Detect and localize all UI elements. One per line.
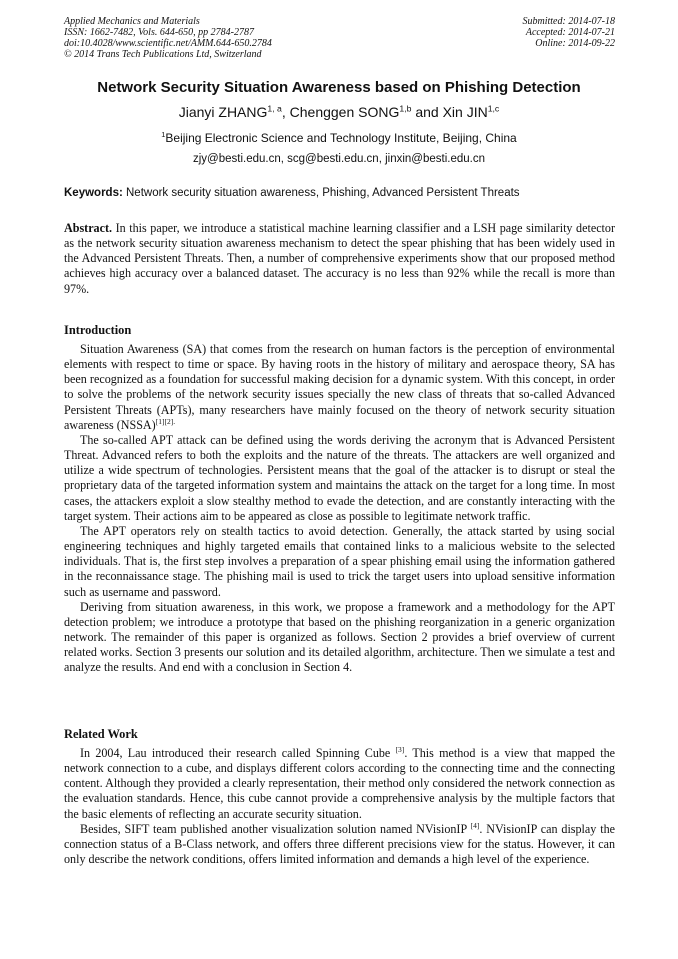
submitted-date: Submitted: 2014-07-18 <box>522 16 615 27</box>
related-paragraph <box>64 746 615 822</box>
author-affiliation-mark: 1,c <box>487 103 500 114</box>
abstract-label: Abstract. <box>64 221 113 235</box>
intro-paragraph-text: Situation Awareness (SA) that comes from the research on human factors is the perception of environmental elements with respect to time or space. By having roots in the history of military and aerospace theory, SA has been recognized as a foundation for successful making decision for a dynamic system. With this concept, in order to solve the problems of the network security issues specially the new class of threats that so-called Advanced Persistent Threats (APTs), many researchers have mainly focused on the theory of network security situation awareness (NSSA) <box>64 342 615 432</box>
related-paragraph <box>64 822 615 867</box>
author-name: Jianyi ZHANG <box>178 104 268 120</box>
abstract <box>64 221 615 297</box>
affiliation-mark: 1 <box>161 130 166 139</box>
introduction-section <box>64 322 615 675</box>
related-paragraph-text: In 2004, Lau introduced their research called Spinning Cube <box>80 746 391 760</box>
copyright-line: © 2014 Trans Tech Publications Ltd, Switzerland <box>64 49 262 60</box>
intro-paragraph <box>64 342 615 433</box>
author-emails: zjy@besti.edu.cn, scg@besti.edu.cn, jinxin@besti.edu.cn <box>192 153 485 165</box>
introduction-heading: Introduction <box>64 323 132 337</box>
keywords-label: Keywords: <box>64 187 123 199</box>
submission-dates <box>375 16 615 49</box>
related-work-section <box>64 726 615 867</box>
intro-paragraph: Deriving from situation awareness, in this work, we propose a framework and a methodology for the APT detection problem; we introduce a prototype that based on the phishing reorganization in a generic organization network. The remainder of this paper is organized as follows. Section 2 provides a brief overview of current related works. Section 3 presents our solution and its detailed algorithm, architecture. Then we simulate a test and analyze the results. And end with a conclusion in Section 4. <box>64 599 615 675</box>
author-name: Chenggen SONG <box>289 104 400 120</box>
citation-ref: [1][2]. <box>155 416 176 426</box>
related-paragraph-text: . NVisionIP can display the connection status of a B-Class network, and offers three different precisions view for the status. However, it can only describe the network conditions, offers limited information and demands a high level of the experience. <box>64 821 615 867</box>
paper-title: Network Security Situation Awareness based on Phishing Detection <box>97 79 581 96</box>
intro-paragraph: The so-called APT attack can be defined using the words deriving the acronym that is Advanced Persistent Threat. Advanced refers to both the exploits and the nature of the threats. The attackers are well organized and utilize a wide spectrum of technologies. Persistent means that the goal of the attacker is to disrupt or steal the proprietary data of the targeted information system and maintains the attack on the target for a long time. In most cases, the attackers exploit a slow stealthy method to evade the detection, and are constantly interacting with the target system. Their actions aim to be appeared as close as possible to legitimate network traffic. <box>64 432 615 523</box>
intro-paragraph: The APT operators rely on stealth tactics to avoid detection. Generally, the attack started by using social engineering techniques and highly targeted emails that contained links to a malicious website to the selected individuals. That is, the first step involves a preparation of a spear phishing email using the information gathered in the reconnaissance stage. The phishing mail is used to trick the target users into upload sensitive information such as username and password. <box>64 523 615 599</box>
author-name: Xin JIN <box>442 104 488 120</box>
related-paragraph-text: . This method is a view that mapped the network connection to a cube, and displays different colors according to the connecting time and the connecting content. Although they provided a clearly representation, their method only considered the network connection as the evaluation standards. Hence, this cube cannot provide a comprehensive analysis by the multiple factors that the basic elements of reflecting an accurate security situation. <box>64 746 616 821</box>
author-affiliation-mark: 1,b <box>399 103 412 114</box>
online-date: Online: 2014-09-22 <box>535 38 615 49</box>
issn-line: ISSN: 1662-7482, Vols. 644-650, pp 2784-2787 <box>64 27 254 38</box>
author-affiliation-mark: 1, a <box>267 103 282 114</box>
abstract-text: In this paper, we introduce a statistical machine learning classifier and a LSH page similarity detector as the network security situation awareness mechanism to detect the spear phishing that has been widely used in the Advanced Persistent Threats. Then, a number of comprehensive experiments show that our proposed method achieves high accuracy over a balanced dataset. The accuracy is no less than 92% while the recall is more than 97%. <box>64 221 615 296</box>
affiliation-text: Beijing Electronic Science and Technology Institute, Beijing, China <box>165 131 517 145</box>
keywords-text: Network security situation awareness, Phishing, Advanced Persistent Threats <box>126 187 520 199</box>
author-separator: and <box>411 104 443 120</box>
author-list <box>40 103 638 121</box>
doi-line: doi:10.4028/www.scientific.net/AMM.644-650.2784 <box>64 38 272 49</box>
journal-name: Applied Mechanics and Materials <box>64 16 200 27</box>
accepted-date: Accepted: 2014-07-21 <box>525 27 615 38</box>
citation-ref: [4] <box>470 820 480 830</box>
keywords-line <box>64 186 616 201</box>
related-paragraph-text: Besides, SIFT team published another visualization solution named NVisionIP <box>80 821 467 836</box>
affiliation <box>40 130 638 146</box>
journal-info <box>64 16 384 60</box>
related-work-heading: Related Work <box>64 727 138 741</box>
citation-ref: [3] <box>395 744 405 754</box>
author-separator: , <box>281 104 290 120</box>
